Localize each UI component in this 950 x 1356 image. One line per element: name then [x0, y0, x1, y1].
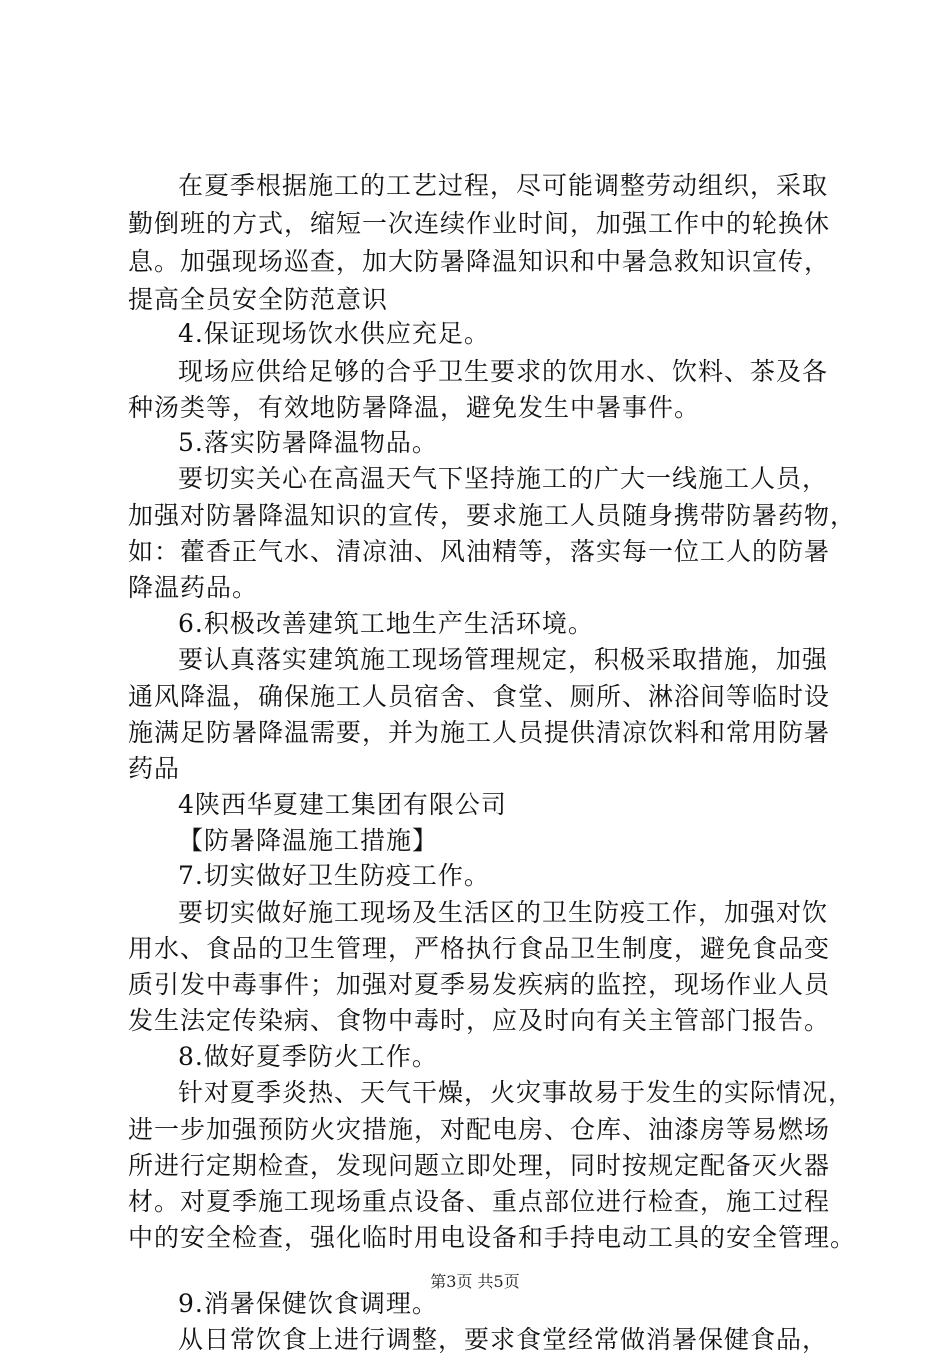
paragraph-line: 种汤类等，有效地防暑降温，避免发生中暑事件。 [128, 393, 701, 422]
paragraph-line: 所进行定期检查，发现问题立即处理，同时按规定配备灭火器 [128, 1151, 831, 1180]
paragraph-line: 质引发中毒事件；加强对夏季易发疾病的监控，现场作业人员 [128, 970, 831, 999]
paragraph-line: 发生法定传染病、食物中毒时，应及时向有关主管部门报告。 [128, 1006, 831, 1035]
paragraph-line: 针对夏季炎热、天气干燥，火灾事故易于发生的实际情况， [178, 1078, 855, 1107]
paragraph-line: 息。加强现场巡查，加大防暑降温知识和中暑急救知识宣传， [128, 247, 831, 276]
section-heading: 9.消暑保健饮食调理。 [178, 1289, 438, 1318]
paragraph-line: 提高全员安全防范意识 [128, 285, 389, 314]
section-heading: 7.切实做好卫生防疫工作。 [178, 861, 490, 890]
paragraph-line: 从日常饮食上进行调整，要求食堂经常做消暑保健食品， [178, 1325, 829, 1354]
paragraph-line: 进一步加强预防火灾措施，对配电房、仓库、油漆房等易燃场 [128, 1115, 831, 1144]
company-name: 4陕西华夏建工集团有限公司 [178, 790, 507, 819]
paragraph-line: 现场应供给足够的合乎卫生要求的饮用水、饮料、茶及各 [178, 357, 829, 386]
paragraph-line: 加强对防暑降温知识的宣传，要求施工人员随身携带防暑药物， [128, 501, 857, 530]
section-heading: 5.落实防暑降温物品。 [178, 428, 438, 457]
paragraph-line: 降温药品。 [128, 573, 259, 602]
paragraph-line: 要认真落实建筑施工现场管理规定，积极采取措施，加强 [178, 645, 829, 674]
paragraph-line: 要切实做好施工现场及生活区的卫生防疫工作，加强对饮 [178, 898, 829, 927]
paragraph-line: 中的安全检查，强化临时用电设备和手持电动工具的安全管理。 [128, 1223, 857, 1252]
document-title: 【防暑降温施工措施】 [178, 826, 439, 855]
paragraph-line: 要切实关心在高温天气下坚持施工的广大一线施工人员， [178, 464, 829, 493]
paragraph-line: 通风降温，确保施工人员宿舍、食堂、厕所、淋浴间等临时设 [128, 682, 831, 711]
paragraph-line: 材。对夏季施工现场重点设备、重点部位进行检查，施工过程 [128, 1187, 831, 1216]
paragraph-line: 如：藿香正气水、清凉油、风油精等，落实每一位工人的防暑 [128, 537, 831, 566]
section-heading: 6.积极改善建筑工地生产生活环境。 [178, 609, 594, 638]
section-heading: 4.保证现场饮水供应充足。 [178, 319, 490, 348]
section-heading: 8.做好夏季防火工作。 [178, 1042, 438, 1071]
paragraph-line: 药品 [128, 754, 181, 783]
paragraph-line: 在夏季根据施工的工艺过程，尽可能调整劳动组织，采取 [178, 171, 829, 200]
paragraph-line: 施满足防暑降温需要，并为施工人员提供清凉饮料和常用防暑 [128, 718, 831, 747]
paragraph-line: 勤倒班的方式，缩短一次连续作业时间，加强工作中的轮换休 [128, 209, 831, 238]
page-footer: 第3页 共5页 [430, 1272, 520, 1291]
paragraph-line: 用水、食品的卫生管理，严格执行食品卫生制度，避免食品变 [128, 934, 831, 963]
